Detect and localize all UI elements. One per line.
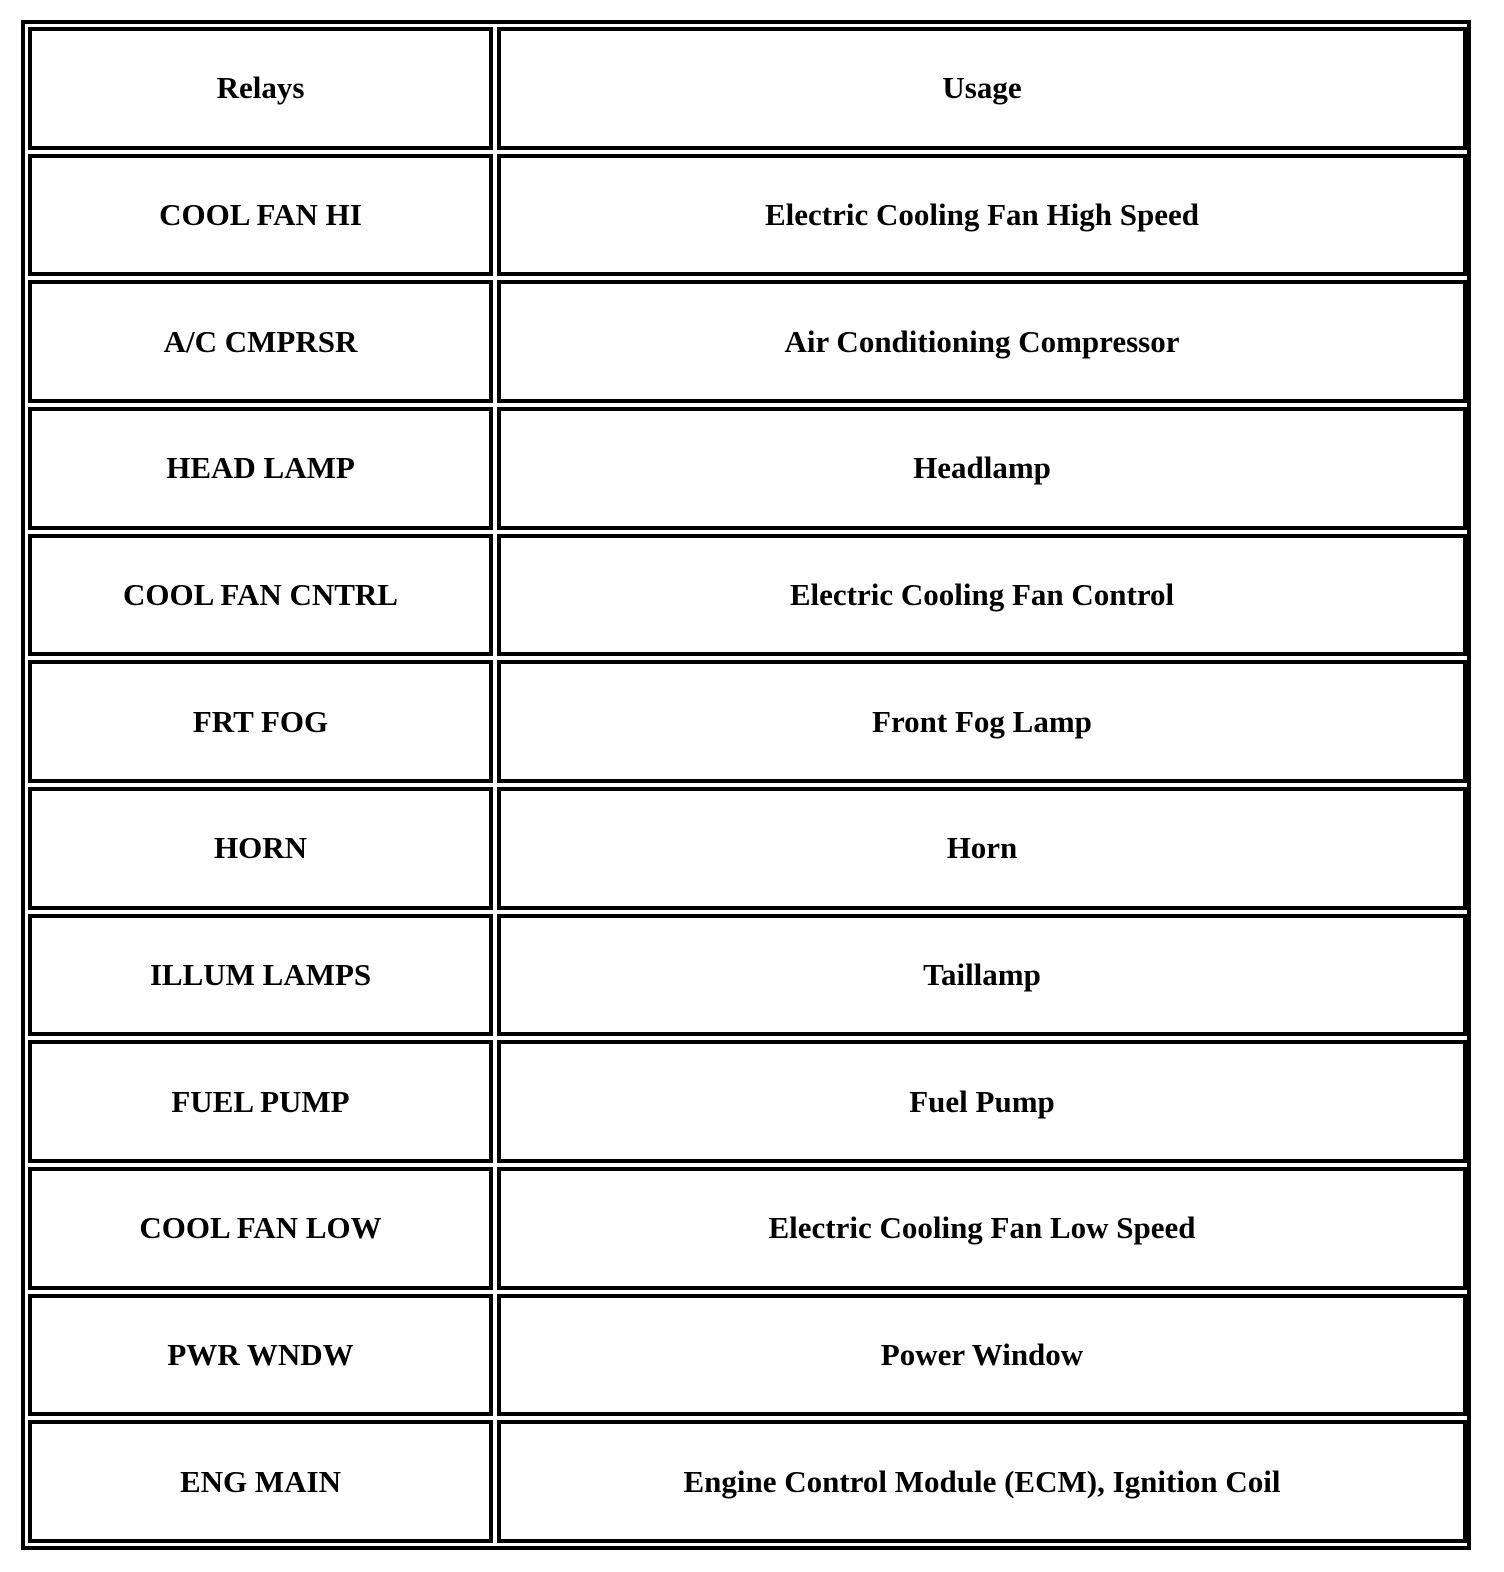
usage-cell: Electric Cooling Fan High Speed — [497, 154, 1467, 277]
relay-cell: FRT FOG — [28, 660, 493, 783]
relay-cell: COOL FAN HI — [28, 154, 493, 277]
usage-cell: Electric Cooling Fan Low Speed — [497, 1167, 1467, 1290]
relay-cell: ENG MAIN — [28, 1420, 493, 1543]
usage-cell: Power Window — [497, 1294, 1467, 1417]
usage-cell: Air Conditioning Compressor — [497, 280, 1467, 403]
usage-cell: Engine Control Module (ECM), Ignition Coil — [497, 1420, 1467, 1543]
header-usage: Usage — [497, 27, 1467, 150]
usage-cell: Front Fog Lamp — [497, 660, 1467, 783]
header-relays: Relays — [28, 27, 493, 150]
usage-cell: Headlamp — [497, 407, 1467, 530]
relay-cell: COOL FAN LOW — [28, 1167, 493, 1290]
relay-cell: FUEL PUMP — [28, 1040, 493, 1163]
relay-cell: HEAD LAMP — [28, 407, 493, 530]
usage-cell: Electric Cooling Fan Control — [497, 534, 1467, 657]
relay-usage-table — [21, 20, 1471, 1550]
usage-cell: Horn — [497, 787, 1467, 910]
relay-cell: A/C CMPRSR — [28, 280, 493, 403]
table-grid — [28, 27, 1464, 1543]
relay-cell: HORN — [28, 787, 493, 910]
usage-cell: Fuel Pump — [497, 1040, 1467, 1163]
relay-cell: COOL FAN CNTRL — [28, 534, 493, 657]
usage-cell: Taillamp — [497, 914, 1467, 1037]
relay-cell: ILLUM LAMPS — [28, 914, 493, 1037]
relay-cell: PWR WNDW — [28, 1294, 493, 1417]
